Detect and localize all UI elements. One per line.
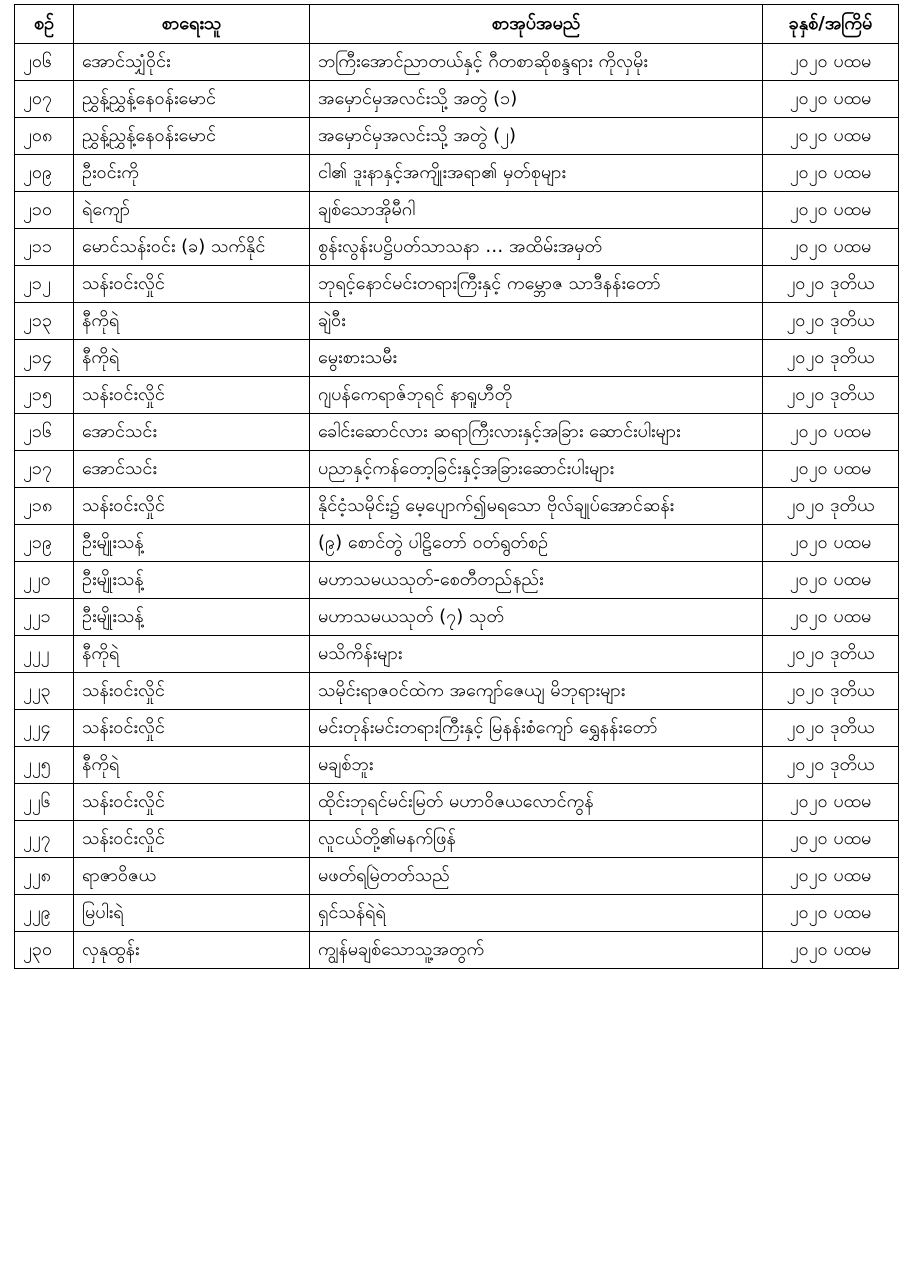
table-row xyxy=(15,636,899,673)
table-row xyxy=(15,525,899,562)
cell-author: ဦးမျိုးသန့် xyxy=(74,525,310,562)
table-row xyxy=(15,155,899,192)
header-no: စဉ် xyxy=(15,5,74,44)
header-author: စာရေးသူ xyxy=(74,5,310,44)
table-row xyxy=(15,599,899,636)
cell-edition: ၂၀၂၀ ပထမ xyxy=(763,784,899,821)
cell-title: ချဲဝီး xyxy=(310,303,763,340)
cell-edition: ၂၀၂၀ ဒုတိယ xyxy=(763,340,899,377)
cell-title: ဂျပန်ကေရာဇ်ဘုရင် နာရူဟီတို xyxy=(310,377,763,414)
table-row xyxy=(15,710,899,747)
cell-edition: ၂၀၂၀ ပထမ xyxy=(763,192,899,229)
cell-no: ၂၂၉ xyxy=(15,895,74,932)
cell-title: ရှင်သန်ရဲရဲ xyxy=(310,895,763,932)
table-row xyxy=(15,821,899,858)
cell-author: သန်းဝင်းလှိုင် xyxy=(74,710,310,747)
table-row xyxy=(15,340,899,377)
cell-edition: ၂၀၂၀ ဒုတိယ xyxy=(763,488,899,525)
table-row xyxy=(15,229,899,266)
cell-title: အမှောင်မှအလင်းသို့ အတွဲ (၁) xyxy=(310,81,763,118)
cell-edition: ၂၀၂၀ ပထမ xyxy=(763,858,899,895)
cell-no: ၂၃၀ xyxy=(15,932,74,969)
cell-author: ဦးဝင်းကို xyxy=(74,155,310,192)
table-row xyxy=(15,451,899,488)
cell-no: ၂၂၄ xyxy=(15,710,74,747)
cell-title: အမှောင်မှအလင်းသို့ အတွဲ (၂) xyxy=(310,118,763,155)
cell-edition: ၂၀၂၀ ဒုတိယ xyxy=(763,377,899,414)
cell-edition: ၂၀၂၀ ပထမ xyxy=(763,44,899,81)
book-list-table xyxy=(14,4,899,969)
cell-author: အောင်သျှံဝိုင်း xyxy=(74,44,310,81)
cell-edition: ၂၀၂၀ ဒုတိယ xyxy=(763,303,899,340)
cell-title: မဟာသမယသုတ်-စေတီတည်နည်း xyxy=(310,562,763,599)
cell-title: မင်းတုန်းမင်းတရားကြီးနှင့် မြနန်းစံကျော် ရွှေနန်းတော် xyxy=(310,710,763,747)
cell-author: ရဲကျော် xyxy=(74,192,310,229)
table-row xyxy=(15,192,899,229)
cell-author: လှနုထွန်း xyxy=(74,932,310,969)
table-row xyxy=(15,303,899,340)
table-row xyxy=(15,488,899,525)
cell-no: ၂၁၅ xyxy=(15,377,74,414)
cell-no: ၂၁၁ xyxy=(15,229,74,266)
cell-title: သမိုင်းရာဇဝင်ထဲက အကျော်ဇေယျ မိဘုရားများ xyxy=(310,673,763,710)
cell-author: ဦးမျိုးသန့် xyxy=(74,599,310,636)
cell-no: ၂၂၈ xyxy=(15,858,74,895)
cell-author: ညွှန့်ညွှန့်နေဝန်းမောင် xyxy=(74,81,310,118)
cell-no: ၂၁၃ xyxy=(15,303,74,340)
cell-title: ဘုရင့်နောင်မင်းတရားကြီးနှင့် ကမ္ဘောဇ သာဒီနန်းတော် xyxy=(310,266,763,303)
cell-edition: ၂၀၂၀ ပထမ xyxy=(763,81,899,118)
cell-title: စွန်းလွန်းပဋ္ဌိပတ်သာသနာ … အထိမ်းအမှတ် xyxy=(310,229,763,266)
table-row xyxy=(15,784,899,821)
cell-no: ၂၁၀ xyxy=(15,192,74,229)
cell-edition: ၂၀၂၀ ပထမ xyxy=(763,562,899,599)
table-row xyxy=(15,673,899,710)
table-row xyxy=(15,266,899,303)
cell-no: ၂၂၇ xyxy=(15,821,74,858)
table-row xyxy=(15,118,899,155)
cell-author: ရာဇာဝိဇယ xyxy=(74,858,310,895)
table-row xyxy=(15,747,899,784)
cell-title: ပညာနှင့်ကန်တော့ခြင်းနှင့်အခြားဆောင်းပါးများ xyxy=(310,451,763,488)
cell-author: သန်းဝင်းလှိုင် xyxy=(74,377,310,414)
cell-edition: ၂၀၂၀ ပထမ xyxy=(763,118,899,155)
table-header xyxy=(15,5,899,44)
cell-no: ၂၁၇ xyxy=(15,451,74,488)
cell-author: မောင်သန်းဝင်း (ခ) သက်နိုင် xyxy=(74,229,310,266)
cell-author: သန်းဝင်းလှိုင် xyxy=(74,673,310,710)
cell-edition: ၂၀၂၀ ပထမ xyxy=(763,599,899,636)
table-row xyxy=(15,895,899,932)
cell-title: နိုင်ငံ့သမိုင်း၌ မေ့ပျောက်၍မရသော ဗိုလ်ချုပ်အောင်ဆန်း xyxy=(310,488,763,525)
cell-author: ညွှန့်ညွှန့်နေဝန်းမောင် xyxy=(74,118,310,155)
header-title: စာအုပ်အမည် xyxy=(310,5,763,44)
cell-edition: ၂၀၂၀ ပထမ xyxy=(763,414,899,451)
table-row xyxy=(15,81,899,118)
cell-title: မဟာသမယသုတ် (၇) သုတ် xyxy=(310,599,763,636)
cell-title: မဖတ်ရမြဲတတ်သည် xyxy=(310,858,763,895)
cell-edition: ၂၀၂၀ ပထမ xyxy=(763,821,899,858)
cell-edition: ၂၀၂၀ ပထမ xyxy=(763,155,899,192)
table-row xyxy=(15,377,899,414)
cell-no: ၂၂၆ xyxy=(15,784,74,821)
cell-edition: ၂၀၂၀ ဒုတိယ xyxy=(763,636,899,673)
header-row xyxy=(15,5,899,44)
cell-no: ၂၁၈ xyxy=(15,488,74,525)
cell-no: ၂၁၆ xyxy=(15,414,74,451)
cell-author: သန်းဝင်းလှိုင် xyxy=(74,488,310,525)
cell-edition: ၂၀၂၀ ပထမ xyxy=(763,229,899,266)
cell-author: နီကိုရဲ xyxy=(74,303,310,340)
cell-no: ၂၁၄ xyxy=(15,340,74,377)
cell-no: ၂၂၅ xyxy=(15,747,74,784)
cell-edition: ၂၀၂၀ ပထမ xyxy=(763,525,899,562)
header-edition: ခုနှစ်/အကြိမ် xyxy=(763,5,899,44)
cell-title: ကျွန်မချစ်သောသူ့အတွက် xyxy=(310,932,763,969)
cell-author: ဦးမျိုးသန့် xyxy=(74,562,310,599)
cell-no: ၂၂၃ xyxy=(15,673,74,710)
cell-edition: ၂၀၂၀ ပထမ xyxy=(763,451,899,488)
cell-title: မသိကိန်းများ xyxy=(310,636,763,673)
table-body xyxy=(15,44,899,969)
table-row xyxy=(15,414,899,451)
cell-no: ၂၁၂ xyxy=(15,266,74,303)
cell-title: မွေးစားသမီး xyxy=(310,340,763,377)
cell-author: အောင်သင်း xyxy=(74,414,310,451)
cell-author: သန်းဝင်းလှိုင် xyxy=(74,784,310,821)
cell-edition: ၂၀၂၀ ဒုတိယ xyxy=(763,673,899,710)
cell-edition: ၂၀၂၀ ပထမ xyxy=(763,932,899,969)
cell-title: ခေါင်းဆောင်လား ဆရာကြီးလားနှင့်အခြား ဆောင်းပါးများ xyxy=(310,414,763,451)
cell-edition: ၂၀၂၀ ပထမ xyxy=(763,895,899,932)
cell-author: မြပါးရဲ xyxy=(74,895,310,932)
cell-title: မချစ်ဘူး xyxy=(310,747,763,784)
cell-title: ဘကြီးအောင်ညာတယ်နှင့် ဂီတစာဆိုစန္ဒရား ကိုလှမိုး xyxy=(310,44,763,81)
cell-edition: ၂၀၂၀ ဒုတိယ xyxy=(763,710,899,747)
cell-no: ၂၁၉ xyxy=(15,525,74,562)
table-row xyxy=(15,932,899,969)
cell-no: ၂၀၉ xyxy=(15,155,74,192)
cell-title: ငါ၏ ဒူးနာနှင့်အကျိုးအရာ၏ မှတ်စုများ xyxy=(310,155,763,192)
cell-no: ၂၂၀ xyxy=(15,562,74,599)
cell-no: ၂၀၇ xyxy=(15,81,74,118)
cell-title: (၉) စောင်တွဲ ပါဠိတော် ဝတ်ရွတ်စဉ် xyxy=(310,525,763,562)
cell-no: ၂၂၁ xyxy=(15,599,74,636)
table-row xyxy=(15,858,899,895)
cell-no: ၂၀၈ xyxy=(15,118,74,155)
cell-author: သန်းဝင်းလှိုင် xyxy=(74,821,310,858)
cell-author: အောင်သင်း xyxy=(74,451,310,488)
table-row xyxy=(15,562,899,599)
cell-title: ချစ်သောအိုမီဂါ xyxy=(310,192,763,229)
cell-title: လူငယ်တို့၏မနက်ဖြန် xyxy=(310,821,763,858)
cell-author: နီကိုရဲ xyxy=(74,636,310,673)
cell-no: ၂၀၆ xyxy=(15,44,74,81)
cell-author: နီကိုရဲ xyxy=(74,340,310,377)
cell-author: သန်းဝင်းလှိုင် xyxy=(74,266,310,303)
cell-no: ၂၂၂ xyxy=(15,636,74,673)
cell-title: ထိုင်းဘုရင်မင်းမြတ် မဟာဝိဇယလောင်ကွန် xyxy=(310,784,763,821)
table-row xyxy=(15,44,899,81)
cell-author: နီကိုရဲ xyxy=(74,747,310,784)
cell-edition: ၂၀၂၀ ဒုတိယ xyxy=(763,747,899,784)
cell-edition: ၂၀၂၀ ဒုတိယ xyxy=(763,266,899,303)
